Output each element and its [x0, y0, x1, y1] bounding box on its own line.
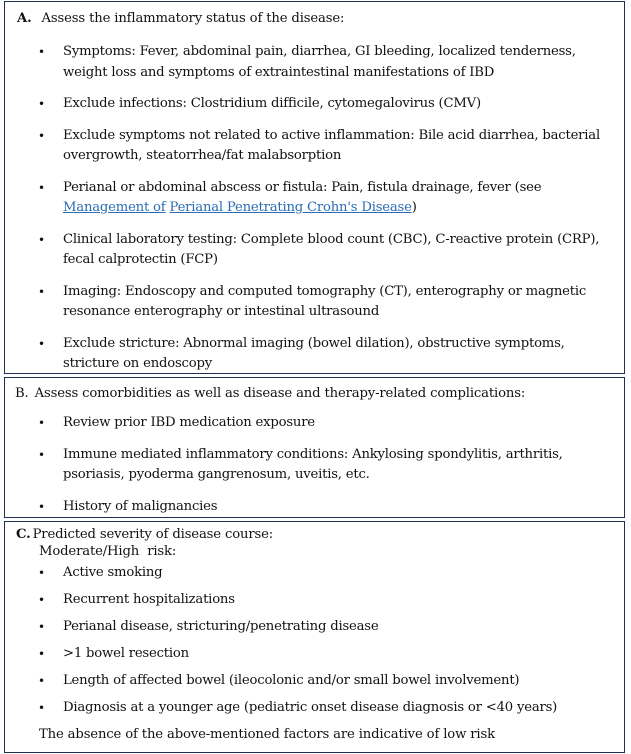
list-item: [5, 282, 624, 323]
list-item-text-suffix: ): [411, 200, 417, 215]
list-item: [5, 445, 624, 486]
list-item: [5, 563, 624, 584]
list-item-text: Exclude symptoms not related to active inflammation: Bile acid diarrhea, bacterial overgrowth, steatorrhea/fat malabsorption: [63, 127, 600, 163]
bullet-icon: •: [38, 499, 45, 514]
bullet-icon: •: [38, 447, 45, 462]
list-item-text: Diagnosis at a younger age (pediatric onset disease diagnosis or <40 years): [63, 700, 558, 715]
perianal-penetrating-crohns-link[interactable]: Perianal Penetrating Crohn's Disease: [169, 200, 412, 215]
bullet-icon: •: [38, 180, 45, 195]
list-item: [5, 126, 624, 167]
section-b-list: [5, 413, 624, 517]
list-item: [5, 698, 624, 719]
bullet-icon: •: [38, 416, 45, 430]
section-a-letter: A.: [17, 11, 32, 26]
section-a-title: Assess the inflammatory status of the disease:: [41, 11, 345, 26]
list-item: [5, 497, 624, 518]
list-item-text: History of malignancies: [63, 498, 218, 514]
list-item-text: >1 bowel resection: [63, 646, 189, 661]
list-item-text: Active smoking: [63, 565, 163, 580]
risk-subheading: Moderate/High risk:: [39, 544, 177, 559]
bullet-icon: •: [38, 647, 45, 661]
bullet-icon: •: [38, 45, 45, 59]
list-item: [5, 644, 624, 665]
list-item-text: Exclude infections: Clostridium difficile, cytomegalovirus (CMV): [63, 96, 481, 111]
bullet-icon: •: [38, 593, 45, 607]
list-item-text: Imaging: Endoscopy and computed tomography (CT), enterography or magnetic resonance enterography or intestinal ultrasound: [63, 283, 587, 319]
list-item-text: Exclude stricture: Abnormal imaging (bowel dilation), obstructive symptoms, stricture on endoscopy: [63, 335, 565, 371]
bullet-icon: •: [38, 701, 45, 715]
section-a-box: [4, 1, 625, 374]
list-item-text: Symptoms: Fever, abdominal pain, diarrhea, GI bleeding, localized tenderness, weight loss and symptoms of extraintestinal manifestations of IBD: [63, 44, 576, 80]
list-item-text: Immune mediated inflammatory conditions: Ankylosing spondylitis, arthritis, psoriasis, pyoderma gangrenosum, uveitis, etc.: [63, 446, 563, 482]
bullet-icon: •: [38, 128, 45, 143]
list-item-text: Perianal or abdominal abscess or fistula: Pain, fistula drainage, fever (see: [63, 179, 542, 195]
section-c-heading: [16, 527, 273, 542]
bullet-icon: •: [38, 232, 45, 247]
list-item: [5, 413, 624, 434]
section-b-letter: B.: [15, 386, 29, 401]
bullet-icon: •: [38, 284, 45, 299]
section-b-heading: [15, 386, 525, 401]
list-item: [5, 671, 624, 692]
management-of-link[interactable]: Management of: [63, 200, 166, 215]
list-item: [5, 230, 624, 271]
bullet-icon: •: [38, 674, 45, 688]
list-item: [5, 617, 624, 638]
section-c-box: [4, 521, 625, 753]
section-a-list: [5, 42, 624, 375]
list-item-text: Recurrent hospitalizations: [63, 592, 235, 607]
section-c-letter: C.: [16, 527, 31, 542]
list-item-text: Clinical laboratory testing: Complete blood count (CBC), C-reactive protein (CRP), fecal calprotectin (FCP): [63, 231, 600, 267]
list-item: [5, 94, 624, 115]
bullet-icon: •: [38, 336, 45, 351]
list-item-text: Review prior IBD medication exposure: [63, 415, 315, 430]
section-b-box: [4, 377, 625, 518]
bullet-icon: •: [38, 566, 45, 580]
list-item: [5, 590, 624, 611]
section-c-list: [5, 563, 624, 719]
list-item: [5, 178, 624, 219]
section-a-heading: [17, 11, 344, 26]
section-b-title: Assess comorbidities as well as disease and therapy-related complications:: [34, 386, 526, 401]
list-item: [5, 42, 624, 83]
section-c-title: Predicted severity of disease course:: [32, 527, 274, 542]
list-item-text: Perianal disease, stricturing/penetrating disease: [63, 619, 379, 634]
bullet-icon: •: [38, 97, 45, 111]
list-item: [5, 334, 624, 375]
low-risk-footer: The absence of the above-mentioned factors are indicative of low risk: [39, 727, 495, 742]
bullet-icon: •: [38, 620, 45, 634]
list-item-text: Length of affected bowel (ileocolonic and/or small bowel involvement): [63, 673, 520, 688]
